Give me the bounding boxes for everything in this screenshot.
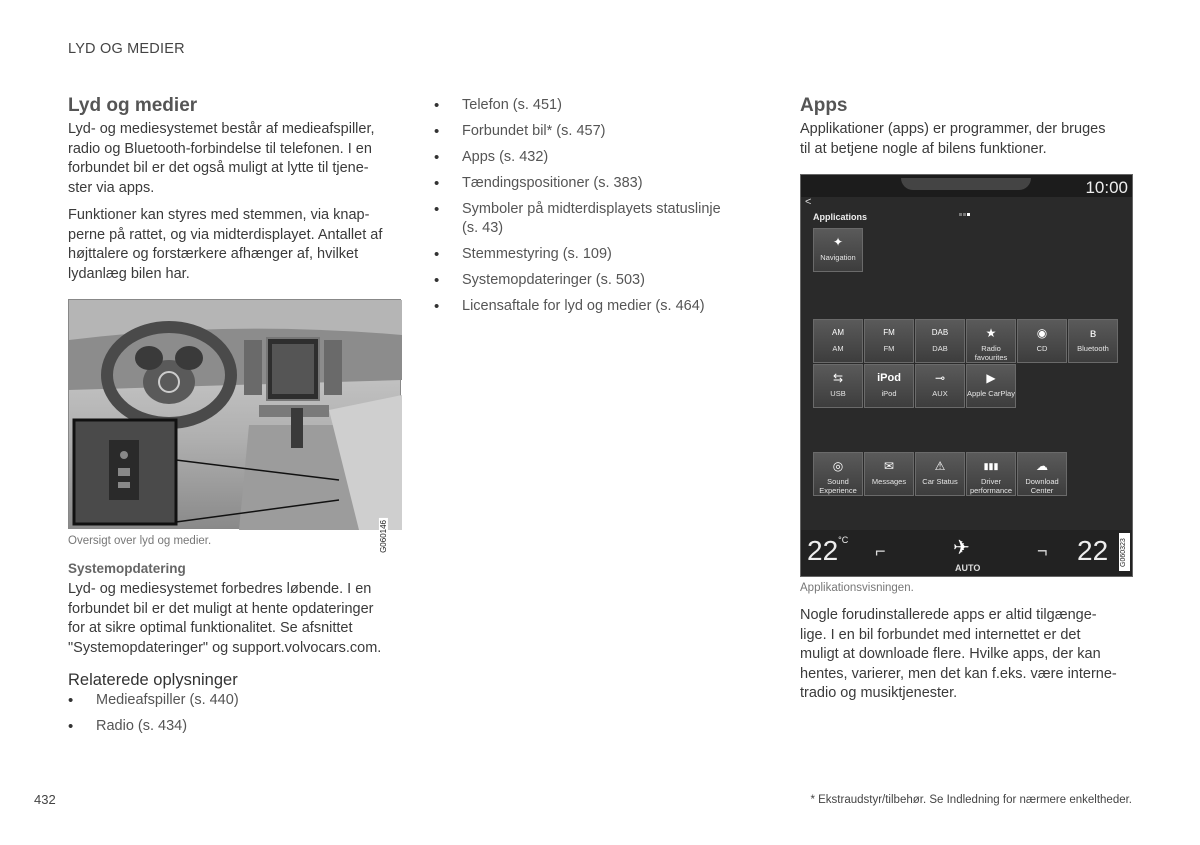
message-icon: ✉ [883,459,895,473]
app-tile-aux[interactable] [915,364,965,408]
related-link[interactable]: • Medieafspiller (s. 440) [68,691,398,710]
back-icon[interactable]: < [805,196,812,208]
text-line: lydanlæg bilen har. [68,265,190,282]
app-tile-messages[interactable] [864,452,914,496]
section-title: Lyd og medier [68,95,198,116]
app-label: FM [883,344,895,353]
pull-down-tab[interactable] [901,178,1031,190]
app-tile-dab[interactable] [915,319,965,363]
app-label: Messages [871,477,907,486]
link-line: Symboler på midterdisplayets statuslinje [462,201,721,217]
related-link[interactable]: • Licensaftale for lyd og medier (s. 464) [434,297,764,316]
text-line: Nogle forudinstallerede apps er altid tilgænge- [800,607,1097,623]
clock: 10:00 [1085,178,1128,197]
intro-paragraph [68,120,408,198]
app-tile-download-center[interactable] [1017,452,1067,496]
app-tile-bluetooth[interactable] [1068,319,1118,363]
related-title: Relaterede oplysninger [68,671,238,689]
star-icon: ★ [985,326,997,340]
footnote: * Ekstraudstyr/tilbehør. Se Indledning for nærmere enkeltheder. [810,794,1132,806]
carplay-icon: ▶ [986,371,996,385]
app-label: Bluetooth [1077,344,1109,353]
related-link[interactable]: • Tændingspositioner (s. 383) [434,174,764,193]
link-line: (s. 43) [462,220,504,236]
app-label: Car Status [922,477,958,486]
temperature-left[interactable] [807,535,848,567]
image-caption: Applikationsvisningen. [800,582,914,594]
text-line: for at sikre optimal funktionalitet. Se afsnittet [68,620,353,636]
temperature-right[interactable]: 22 [1077,535,1109,566]
related-link[interactable]: • Forbundet bil* (s. 457) [434,122,764,141]
functions-paragraph [68,206,408,284]
related-link[interactable]: • Systemopdateringer (s. 503) [434,271,764,290]
app-label: Apple CarPlay [967,389,1015,398]
app-label: iPod [881,389,897,398]
running-header: LYD OG MEDIER [68,41,185,57]
app-tile-car-status[interactable] [915,452,965,496]
app-label: Sound Experience [819,477,857,495]
related-link[interactable]: • Radio (s. 434) [68,717,398,736]
disc-icon: ◉ [1036,326,1048,340]
text-line: Funktioner kan styres med stemmen, via knap- [68,207,370,223]
usb-icon: ⇆ [832,371,844,385]
compass-icon: ✦ [832,235,844,249]
app-tile-radio-favourites[interactable] [966,319,1016,363]
text-line: hentes, varierer, men det kan f.eks. være interne- [800,665,1117,682]
temp-unit: °C [838,535,849,545]
text-line: Lyd- og mediesystemet forbedres løbende. I en [68,581,372,597]
car-interior-drawing [69,300,402,530]
text-line: forbundet bil er det muligt at hente opdateringer [68,600,374,617]
text-line: Lyd- og mediesystemet består af medieafspiller, [68,121,375,137]
image-code-box [1119,533,1130,571]
text-line: tradio og musiktjenester. [800,685,958,701]
app-label: Radio favourites [974,344,1008,362]
cloud-download-icon: ☁ [1036,459,1048,473]
app-tile-cd[interactable] [1017,319,1067,363]
text-line: Applikationer (apps) er programmer, der bruges [800,121,1106,137]
app-label: AUX [932,389,948,398]
related-list [68,691,398,736]
app-label: Driver performance [969,477,1013,495]
related-list-continued [434,96,764,316]
app-tile-navigation[interactable] [813,228,863,272]
app-tile-apple-carplay[interactable] [966,364,1016,408]
image-caption: Oversigt over lyd og medier. [68,535,212,547]
fan-icon[interactable]: ✈ [953,537,970,559]
related-link[interactable] [434,200,764,238]
aux-plug-icon: ⊸ [934,371,946,385]
am-radio-icon: AM [832,328,844,337]
speaker-icon: ◎ [832,459,844,473]
update-paragraph [68,580,408,658]
app-tile-am[interactable] [813,319,863,363]
app-tile-fm[interactable] [864,319,914,363]
screen-heading: Applications [813,212,868,222]
apps-paragraph [800,606,1140,704]
auto-label[interactable]: AUTO [955,563,981,573]
related-link[interactable]: • Stemmestyring (s. 109) [434,245,764,264]
app-label: Navigation [820,253,856,262]
text-line: perne på rattet, og via midterdisplayet. Antallet af [68,226,383,243]
app-tile-usb[interactable] [813,364,863,408]
text-line: forbundet bil er det også muligt at lytte til tjene- [68,160,369,176]
text-line: muligt at downloade flere. Hvilke apps, der kan [800,646,1101,662]
app-tile-driver-performance[interactable] [966,452,1016,496]
app-label: DAB [932,344,948,353]
text-line: "Systemopdateringer" og support.volvocars.com. [68,639,382,656]
text-line: lige. I en bil forbundet med internettet er det [800,626,1081,643]
dab-radio-icon: DAB [931,328,949,337]
seat-heat-left-icon[interactable]: ⌐ [875,541,886,561]
apps-title: Apps [800,95,848,116]
bluetooth-icon: ʙ [1089,326,1097,340]
text-line: til at betjene nogle af bilens funktioner. [800,140,1047,157]
app-label: Download Center [1025,477,1059,495]
app-label: CD [1036,344,1048,353]
page-dots [959,203,973,206]
center-display-image [800,174,1133,577]
bar-graph-icon: ▮▮▮ [983,461,999,471]
app-label: AM [832,344,844,353]
ipod-icon: iPod [877,372,901,384]
apps-intro [800,120,1140,159]
app-tile-sound-experience[interactable] [813,452,863,496]
text-line: højttalere og forstærkere afhænger af, hvilket [68,246,359,262]
page-number: 432 [34,792,56,807]
image-code: G060146 [379,520,388,553]
seat-heat-right-icon[interactable]: ¬ [1037,541,1048,561]
related-link[interactable]: • Telefon (s. 451) [434,96,764,115]
subheading: Systemopdatering [68,561,186,576]
app-label: USB [830,389,846,398]
warning-icon: ⚠ [934,459,946,473]
temp-value: 22 [807,535,839,566]
text-line: ster via apps. [68,179,155,196]
app-tile-ipod[interactable] [864,364,914,408]
image-code: G060323 [1120,538,1127,567]
related-link[interactable]: • Apps (s. 432) [434,148,764,167]
text-line: radio og Bluetooth-forbindelse til telefonen. I en [68,140,372,157]
fm-radio-icon: FM [883,328,895,337]
